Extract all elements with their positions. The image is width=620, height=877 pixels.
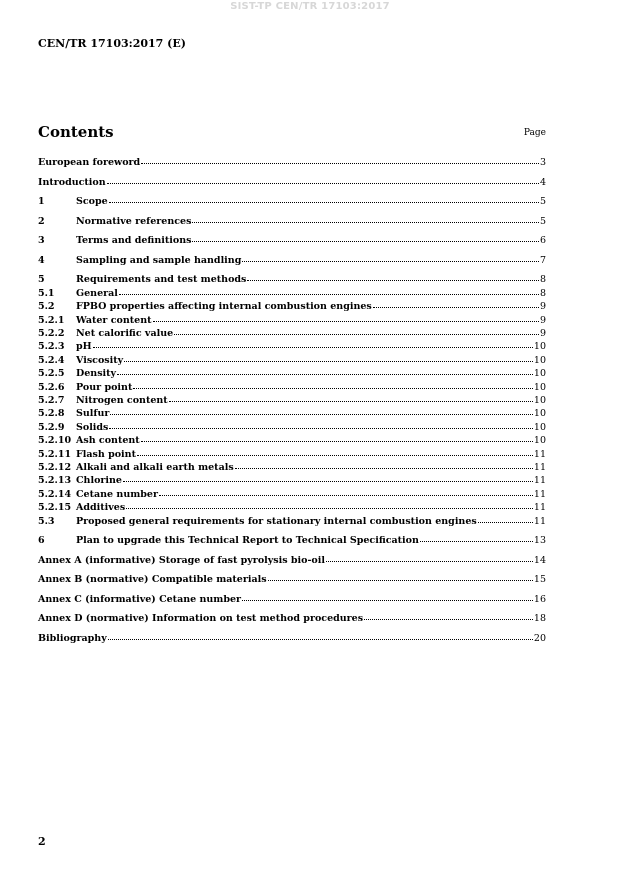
page-title: Contents [38,123,114,141]
toc-entry-page: 6 [539,235,546,247]
toc-entry-number: 3 [38,235,45,247]
toc-entry-number: 5.2.1 [38,314,65,326]
dot-leader [192,233,539,242]
toc-entry-page: 10 [533,394,546,406]
dot-leader [247,272,539,281]
toc-entry-page: 10 [533,354,546,366]
toc-entry-title: European foreword [38,157,141,168]
toc-entry-title: Ash content [76,435,140,447]
toc-entry[interactable] [38,612,546,625]
toc-entry-page: 5 [539,196,546,208]
toc-entry-page: 7 [539,254,546,266]
toc-entry[interactable] [38,300,546,313]
toc-entry-page: 3 [539,157,546,168]
toc-entry-title: Sulfur [76,408,110,420]
page-number: 2 [38,835,46,848]
toc-entry[interactable] [38,176,546,189]
toc-entry[interactable] [38,421,546,434]
toc-entry-page: 9 [539,301,546,313]
toc-entry-title: Annex C (informative) Cetane number [38,593,242,605]
toc-entry-title: Annex D (normative) Information on test method procedures [38,613,364,625]
toc-entry-title: Chlorine [76,475,122,487]
toc-entry-number: 5.2.12 [38,461,72,473]
toc-entry-number: 5.2.14 [38,488,72,500]
toc-entry-page: 5 [539,215,546,227]
toc-entry-title: Plan to upgrade this Technical Report to Technical Specification [76,535,419,547]
dot-leader [169,393,533,402]
toc-entry[interactable] [38,340,546,353]
toc-entry-number: 5 [38,274,45,286]
toc-entry[interactable] [38,461,546,474]
dot-leader [242,592,533,601]
toc-entry-title: General [76,287,118,299]
toc-entry-page: 9 [539,314,546,326]
toc-entry-page: 11 [533,502,546,514]
dot-leader [109,420,533,429]
toc-entry-title: Flash point [76,448,136,460]
toc-entry[interactable] [38,632,546,645]
dot-leader [153,313,539,322]
dot-leader [478,514,533,523]
toc-entry[interactable] [38,394,546,407]
toc-entry[interactable] [38,407,546,420]
toc-entry-page: 11 [533,475,546,487]
toc-entry-title: Normative references [76,215,192,227]
watermark: SIST-TP CEN/TR 17103:2017 [230,1,390,12]
toc-entry-number: 2 [38,215,45,227]
toc-entry-page: 10 [533,368,546,380]
toc-entry-page: 11 [533,488,546,500]
toc-entry[interactable] [38,195,546,208]
toc-entry-title: Water content [76,314,152,326]
toc-entry-title: Annex B (normative) Compatible materials [38,574,267,586]
toc-entry-page: 9 [539,328,546,340]
toc-entry[interactable] [38,381,546,394]
dot-leader [137,447,533,456]
toc-entry-title: Nitrogen content [76,394,168,406]
table-of-contents [38,156,546,645]
dot-leader [326,553,533,562]
toc-entry[interactable] [38,554,546,567]
toc-entry-page: 10 [533,341,546,353]
toc-entry-number: 5.2.15 [38,502,72,514]
dot-leader [108,631,533,640]
toc-entry[interactable] [38,534,546,547]
toc-entry-page: 20 [533,632,546,644]
page-column-label: Page [523,128,546,138]
toc-entry-number: 5.2.5 [38,368,65,380]
toc-entry[interactable] [38,488,546,501]
toc-entry-title: Proposed general requirements for stationary internal combustion engines [76,515,477,527]
dot-leader [174,326,539,335]
toc-entry-page: 8 [539,274,546,286]
toc-entry-page: 18 [533,613,546,625]
toc-entry[interactable] [38,474,546,487]
toc-entry-page: 10 [533,381,546,393]
toc-entry-page: 16 [533,593,546,605]
toc-entry[interactable] [38,367,546,380]
toc-entry-number: 1 [38,196,45,208]
toc-entry-number: 5.2.13 [38,475,72,487]
dot-leader [133,380,533,389]
toc-entry-title: Terms and definitions [76,235,192,247]
toc-entry-title: Solids [76,421,109,433]
toc-entry-number: 5.2.4 [38,354,65,366]
toc-entry-number: 5.3 [38,515,55,527]
dot-leader [124,353,533,362]
dot-leader [420,533,533,542]
toc-entry[interactable] [38,593,546,606]
toc-entry[interactable] [38,254,546,267]
toc-entry[interactable] [38,501,546,514]
dot-leader [242,253,539,262]
toc-entry[interactable] [38,234,546,247]
toc-entry-page: 13 [533,535,546,547]
toc-entry-page: 10 [533,435,546,447]
toc-entry-title: Alkali and alkali earth metals [76,461,234,473]
toc-entry[interactable] [38,287,546,300]
toc-entry-title: Introduction [38,176,106,188]
toc-entry-title: Viscosity [76,354,124,366]
toc-entry-number: 5.2.9 [38,421,65,433]
toc-entry-title: FPBO properties affecting internal combustion engines [76,301,372,313]
toc-entry[interactable] [38,327,546,340]
toc-entry-number: 5.2.8 [38,408,65,420]
toc-entry-title: Bibliography [38,632,107,644]
toc-entry-number: 5.2 [38,301,55,313]
toc-entry-number: 5.2.11 [38,448,72,460]
toc-entry-page: 10 [533,421,546,433]
toc-entry-title: Cetane number [76,488,158,500]
toc-entry-title: Net calorific value [76,328,174,340]
dot-leader [107,175,539,184]
toc-entry-number: 5.2.7 [38,394,65,406]
toc-entry-page: 8 [539,287,546,299]
toc-entry-title: pH [76,341,92,353]
toc-entry-page: 14 [533,554,546,566]
toc-entry-page: 4 [539,176,546,188]
toc-entry[interactable] [38,434,546,447]
dot-leader [110,406,533,415]
toc-entry-title: Requirements and test methods [76,274,247,286]
dot-leader [159,487,533,496]
toc-entry-page: 15 [533,574,546,586]
dot-leader [141,433,533,442]
dot-leader [373,299,539,308]
toc-entry-number: 4 [38,254,45,266]
toc-entry-title: Annex A (informative) Storage of fast pyrolysis bio-oil [38,554,325,566]
toc-entry-title: Pour point [76,381,133,393]
dot-leader [117,366,533,375]
toc-entry[interactable] [38,515,546,528]
toc-entry-page: 11 [533,515,546,527]
toc-entry[interactable] [38,448,546,461]
document-id: CEN/TR 17103:2017 (E) [38,37,186,50]
toc-entry-number: 5.1 [38,287,55,299]
toc-entry-page: 10 [533,408,546,420]
toc-entry[interactable] [38,314,546,327]
toc-entry-title: Scope [76,196,108,208]
dot-leader [123,473,533,482]
toc-entry-number: 5.2.3 [38,341,65,353]
toc-entry[interactable] [38,156,546,169]
dot-leader [93,339,533,348]
dot-leader [126,500,533,509]
toc-entry-page: 11 [533,461,546,473]
dot-leader [119,286,539,295]
toc-entry-page: 11 [533,448,546,460]
toc-entry[interactable] [38,215,546,228]
toc-entry-title: Sampling and sample handling [76,254,242,266]
dot-leader [141,155,539,164]
dot-leader [235,460,533,469]
toc-entry[interactable] [38,573,546,586]
toc-entry[interactable] [38,354,546,367]
toc-entry-number: 5.2.2 [38,328,65,340]
toc-entry-title: Additives [76,502,126,514]
dot-leader [268,572,533,581]
dot-leader [364,611,533,620]
toc-entry[interactable] [38,273,546,286]
dot-leader [109,194,539,203]
toc-entry-number: 6 [38,535,45,547]
toc-entry-title: Density [76,368,117,380]
toc-entry-number: 5.2.6 [38,381,65,393]
dot-leader [192,214,539,223]
toc-entry-number: 5.2.10 [38,435,72,447]
